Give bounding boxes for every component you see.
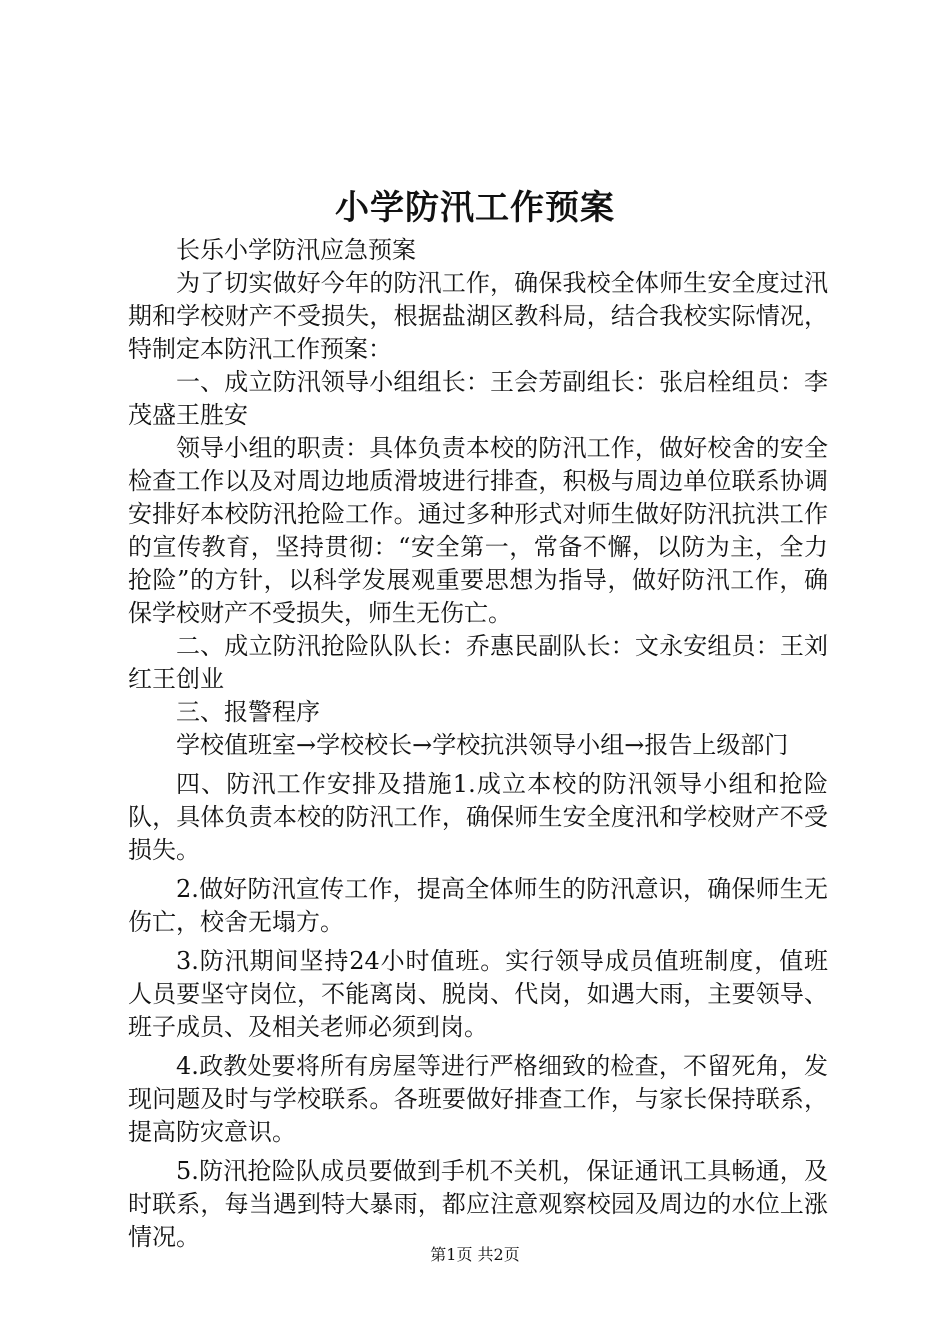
document-title: 小学防汛工作预案 (335, 188, 615, 228)
paragraph: 为了切实做好今年的防汛工作，确保我校全体师生安全度过汛期和学校财产不受损失，根据盐湖区教科局，结合我校实际情况，特制定本防汛工作预案： (128, 269, 828, 363)
page-footer: 第1页 共2页 (430, 1245, 520, 1264)
paragraph: 四、防汛工作安排及措施1.成立本校的防汛领导小组和抢险队，具体负责本校的防汛工作，确保师生安全度汛和学校财产不受损失。 (128, 770, 828, 864)
paragraph: 三、报警程序 (176, 698, 320, 726)
paragraph: 二、成立防汛抢险队队长：乔惠民副队长：文永安组员：王刘红王创业 (128, 632, 828, 693)
paragraph: 长乐小学防汛应急预案 (176, 236, 416, 264)
document-body (128, 234, 828, 1254)
paragraph: 一、成立防汛领导小组组长：王会芳副组长：张启栓组员：李茂盛王胜安 (128, 368, 828, 429)
paragraph: 学校值班室→学校校长→学校抗洪领导小组→报告上级部门 (176, 731, 789, 759)
paragraph: 领导小组的职责：具体负责本校的防汛工作，做好校舍的安全检查工作以及对周边地质滑坡进行排查，积极与周边单位联系协调安排好本校防汛抢险工作。通过多种形式对师生做好防汛抗洪工作的宣传教育，坚持贯彻：“安全第一，常备不懈，以防为主，全力抢险”的方针，以科学发展观重要思想为指导，做好防汛工作，确保学校财产不受损失，师生无伤亡。 (128, 434, 828, 627)
paragraph: 5.防汛抢险队成员要做到手机不关机，保证通讯工具畅通，及时联系，每当遇到特大暴雨，都应注意观察校园及周边的水位上涨情况。 (128, 1157, 828, 1251)
paragraph: 4.政教处要将所有房屋等进行严格细致的检查，不留死角，发现问题及时与学校联系。各班要做好排查工作，与家长保持联系，提高防灾意识。 (128, 1052, 828, 1146)
paragraph: 3.防汛期间坚持24小时值班。实行领导成员值班制度，值班人员要坚守岗位，不能离岗、脱岗、代岗，如遇大雨，主要领导、班子成员、及相关老师必须到岗。 (128, 947, 828, 1041)
paragraph: 2.做好防汛宣传工作，提高全体师生的防汛意识，确保师生无伤亡，校舍无塌方。 (128, 875, 828, 936)
